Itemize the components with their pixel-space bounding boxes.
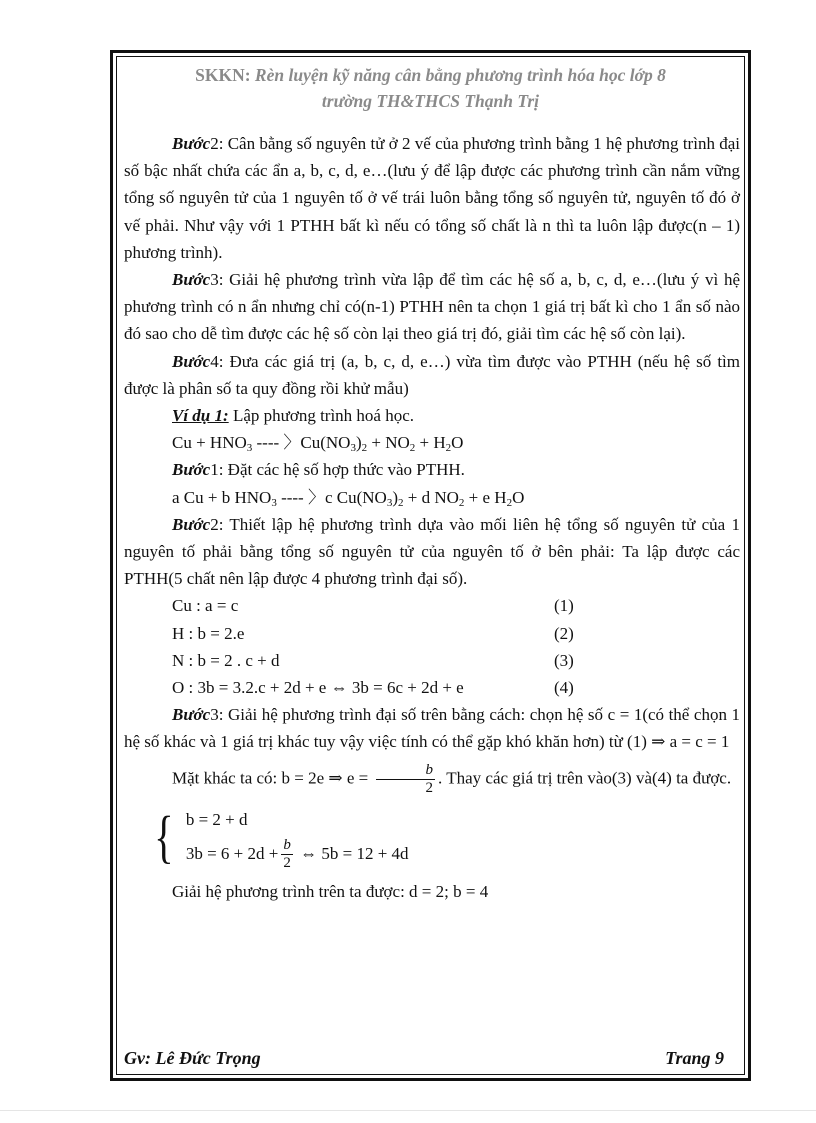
- system-line: 3b = 6 + 2d + $\frac{b}{2}$ ⇔ 5b = 12 + 4d: [185, 837, 409, 872]
- equation-row: H : b = 2.e (2): [172, 623, 574, 643]
- paragraph-s3: Bước3: Giải hệ phương trình đại số trên bằng cách: chọn hệ số c = 1(có thể chọn 1 hệ số khác và 1 giá trị khác tuy vậy việc tính có thể gặp khó khăn hơn) từ (1) ⇒ a = c = 1: [124, 705, 740, 752]
- page-header: [120, 62, 741, 114]
- paragraph-step2: Bước2: Cân bằng số nguyên tử ở 2 vế của phương trình bằng 1 hệ phương trình đại số bậc nhất chứa các ẩn a, b, c, d, e…(lưu ý để lập được các phương trình cần nắm vững tổng số nguyên tử của 1 nguyên tố ở vế trái luôn bằng tổng số nguyên tử, nguyên tố đó ở vế phải. Như vậy với 1 PTHH bất kì nếu có tổng số chất là n thì ta luôn lập được(n – 1) phương trình).: [124, 134, 740, 262]
- footer-teacher: Gv: Lê Đức Trọng: [124, 1048, 261, 1068]
- equation-coefficients: a Cu + b $HNO_3$ ---- 〉c $Cu(NO_3)_2 + d$ $NO_2 + e$ $H_2O$: [172, 487, 525, 509]
- equation-row: O : 3b = 3.2.c + 2d + e ⇔ 3b = 6c + 2d + e (4): [172, 678, 574, 698]
- paragraph-final: Giải hệ phương trình trên ta được: d = 2; b = 4: [172, 882, 489, 902]
- header-title-line2: trường TH&THCS Thạnh Trị: [321, 91, 540, 111]
- equation-row: Cu : a = c (1): [172, 596, 574, 616]
- header-title-line1: Rèn luyện kỹ năng cân bằng phương trình hóa học lớp 8: [254, 65, 666, 85]
- bottom-divider: [0, 1110, 816, 1111]
- equation-system: [150, 803, 740, 873]
- paragraph-s2: Bước2: Thiết lập hệ phương trình dựa vào mối liên hệ tổng số nguyên tử của 1 nguyên tố phải bằng tổng số nguyên tử của nguyên tố ở bên phải: Ta lập được các PTHH(5 chất nên lập được 4 phương trình đại số).: [124, 514, 740, 589]
- example-heading: Ví dụ 1: Lập phương trình hoá học.: [172, 406, 415, 426]
- fraction: $\frac{b}{2}$: [283, 837, 291, 872]
- system-line: b = 2 + d: [185, 809, 248, 829]
- paragraph-step3: Bước3: Giải hệ phương trình vừa lập để tìm các hệ số a, b, c, d, e…(lưu ý vì hệ phương trình có n ẩn nhưng chỉ có(n-1) PTHH nên ta chọn 1 giá trị bất kì cho 1 ẩn số nào đó sao cho dễ tìm được các hệ số còn lại theo giá trị đó, giải tìm các hệ số còn lại).: [124, 270, 740, 344]
- equation-row: N : b = 2 . c + d (3): [172, 650, 574, 670]
- fraction: $\frac{b}{2}$: [376, 762, 436, 797]
- paragraph-m1: Mặt khác ta có: b = 2e ⇒ e = $\frac{b}{2}$ . Thay các giá trị trên vào(3) và(4) ta được.: [172, 761, 732, 796]
- equation-unbalanced: $Cu + HNO_3$ ---- 〉$Cu(NO_3)_2 + NO_2 + H_2O$: [172, 433, 464, 455]
- header-label: SKKN:: [195, 65, 251, 85]
- paragraph-step4: Bước4: Đưa các giá trị (a, b, c, d, e…) vừa tìm được vào PTHH (nếu hệ số tìm được là phân số ta quy đồng rồi khử mẫu): [124, 351, 740, 398]
- paragraph-s1: Bước1: Đặt các hệ số hợp thức vào PTHH.: [172, 460, 465, 480]
- document-body: [124, 130, 740, 905]
- footer-page-number: Trang 9: [665, 1048, 724, 1068]
- brace-icon: {: [154, 804, 174, 870]
